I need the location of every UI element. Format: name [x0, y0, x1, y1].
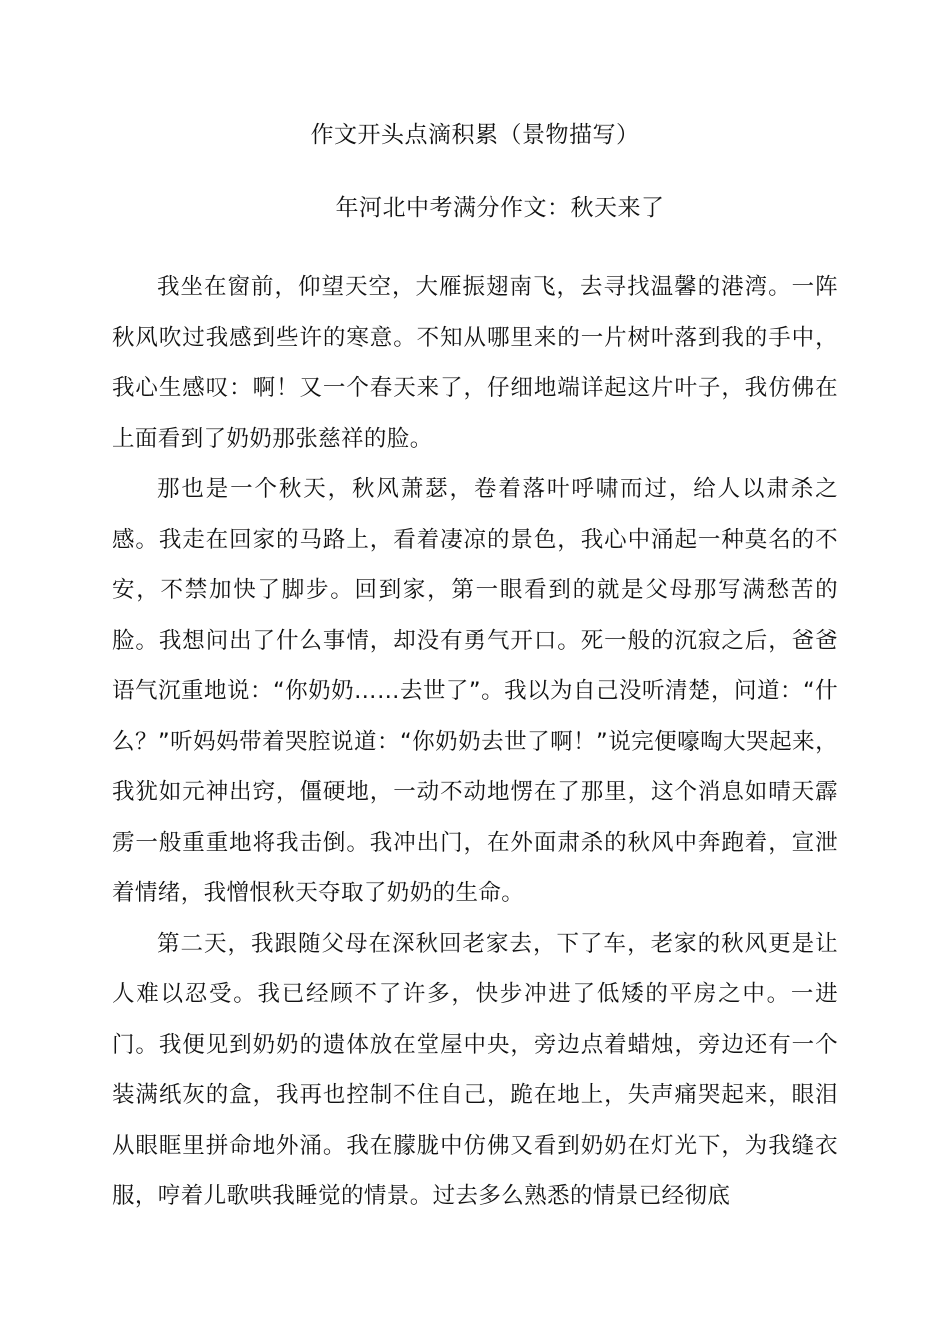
document-title: 作文开头点滴积累（景物描写） [310, 122, 640, 148]
paragraph: 我坐在窗前，仰望天空，大雁振翅南飞，去寻找温馨的港湾。一阵秋风吹过我感到些许的寒意。不知从哪里来的一片树叶落到我的手中，我心生感叹：啊！又一个春天来了，仔细地端详起这片叶子，我仿佛在上面看到了奶奶那张慈祥的脸。 [112, 274, 838, 452]
paragraph: 那也是一个秋天，秋风萧瑟，卷着落叶呼啸而过，给人以肃杀之感。我走在回家的马路上，看着凄凉的景色，我心中涌起一种莫名的不安，不禁加快了脚步。回到家，第一眼看到的就是父母那写满愁苦的脸。我想问出了什么事情，却没有勇气开口。死一般的沉寂之后，爸爸语气沉重地说：“你奶奶……去世了”。我以为自己没听清楚，问道：“什么？”听妈妈带着哭腔说道：“你奶奶去世了啊！”说完便嚎啕大哭起来，我犹如元神出窍，僵硬地，一动不动地愣在了那里，这个消息如晴天霹雳一般重重地将我击倒。我冲出门，在外面肃杀的秋风中奔跑着，宣泄着情绪，我憎恨秋天夺取了奶奶的生命。 [112, 476, 838, 906]
paragraph: 第二天，我跟随父母在深秋回老家去，下了车，老家的秋风更是让人难以忍受。我已经顾不了许多，快步冲进了低矮的平房之中。一进门。我便见到奶奶的遗体放在堂屋中央，旁边点着蜡烛，旁边还有一个装满纸灰的盒，我再也控制不住自己，跪在地上，失声痛哭起来，眼泪从眼眶里拼命地外涌。我在朦胧中仿佛又看到奶奶在灯光下，为我缝衣服，哼着儿歌哄我睡觉的情景。过去多么熟悉的情景已经彻底 [112, 930, 838, 1209]
document-body [112, 262, 838, 1222]
document-subtitle: 年河北中考满分作文：秋天来了 [335, 195, 665, 221]
